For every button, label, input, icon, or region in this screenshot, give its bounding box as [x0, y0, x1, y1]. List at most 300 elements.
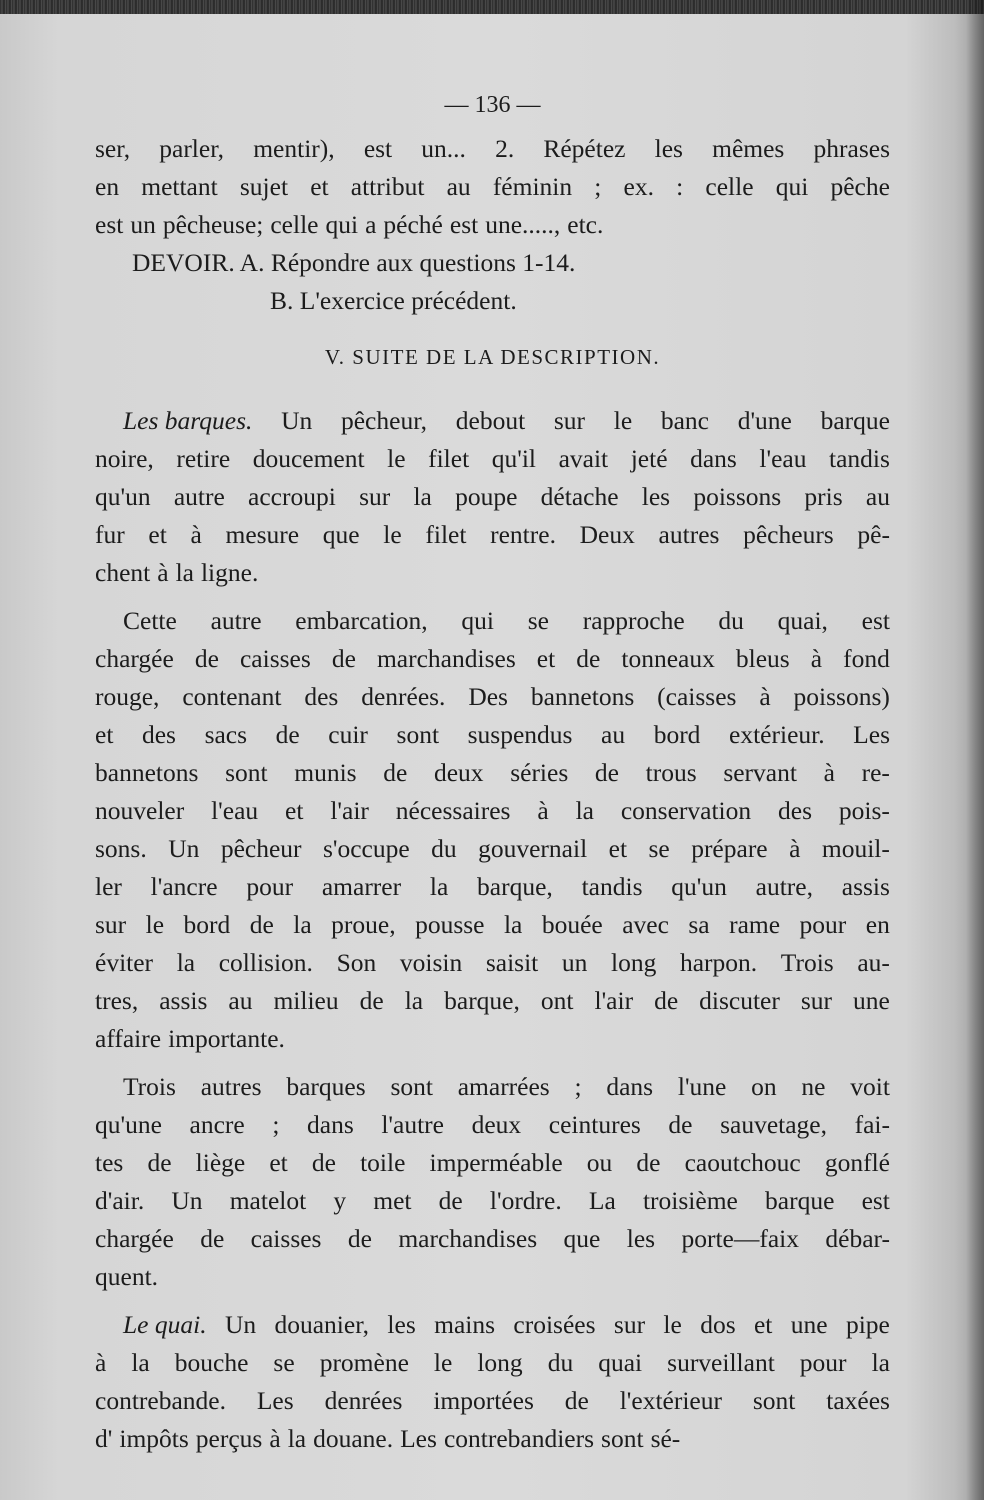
word: un [130, 210, 156, 239]
word: fai- [854, 1110, 890, 1139]
word: avec [622, 910, 669, 939]
word: sacs [204, 720, 248, 749]
word: des [304, 682, 339, 711]
word: et [608, 834, 628, 863]
word: de [668, 1110, 693, 1139]
word: la [175, 558, 194, 587]
word: proue, [331, 910, 396, 939]
word: Un [171, 1186, 203, 1215]
page-top-edge [0, 0, 984, 14]
word: Cette [123, 606, 177, 635]
word: on [751, 1072, 777, 1101]
word: (caisses [657, 682, 737, 711]
word: au [446, 172, 471, 201]
word: l'ancre [150, 872, 218, 901]
word: a [365, 210, 377, 239]
word: un... [421, 134, 466, 163]
word: l'ordre. [489, 1186, 562, 1215]
word: caisses [239, 644, 311, 673]
word: collision. [218, 948, 313, 977]
word: barques [286, 1072, 366, 1101]
word: le [383, 520, 402, 549]
word: de [564, 1386, 589, 1415]
word: quai [598, 1348, 643, 1377]
word: met [373, 1186, 412, 1215]
word: prépare [691, 834, 768, 863]
word: avait [558, 444, 609, 473]
word: pêcheuse; [162, 210, 264, 239]
word: mains [434, 1310, 496, 1339]
word: pipe [845, 1310, 890, 1339]
text-line [95, 868, 890, 906]
word: féminin [492, 172, 573, 201]
word: contrebande. [95, 1386, 226, 1415]
word: de [654, 986, 679, 1015]
word: sé- [650, 1424, 681, 1453]
word: à [269, 1424, 281, 1453]
word: la [871, 1348, 890, 1377]
word: contrebandiers [443, 1424, 595, 1453]
word: que [322, 520, 360, 549]
word: amarrer [321, 872, 402, 901]
word: importante. [168, 1024, 285, 1053]
word: d' [95, 1424, 113, 1453]
word: assis [841, 872, 890, 901]
word: sont [601, 1424, 644, 1453]
word: voit [850, 1072, 890, 1101]
word: est [861, 1186, 890, 1215]
word: la [404, 986, 424, 1015]
word: rouge, [95, 682, 160, 711]
word: poissons [693, 482, 782, 511]
word: se [527, 606, 549, 635]
word: et [148, 520, 167, 549]
word: Un [281, 406, 313, 435]
word: bord [183, 910, 231, 939]
word: l'eau [211, 796, 259, 825]
word: et [269, 1148, 288, 1177]
text-line [95, 1068, 890, 1106]
paragraph-quai [95, 1306, 890, 1458]
word: se [648, 834, 670, 863]
word: l'une [677, 1072, 727, 1101]
word: pour [799, 1348, 847, 1377]
word: à [810, 644, 823, 673]
paragraph-lead: Les barques. [123, 406, 253, 435]
text-line [95, 944, 890, 982]
word: nécessaires [395, 796, 511, 825]
word: troisième [642, 1186, 738, 1215]
word: quai, [777, 606, 828, 635]
word: de [347, 1224, 372, 1253]
word: attribut [350, 172, 425, 201]
word: qui [325, 210, 359, 239]
word: au [601, 720, 626, 749]
word: mesure [225, 520, 300, 549]
word: caisses [250, 1224, 322, 1253]
word: en [95, 172, 120, 201]
word: celle [270, 210, 319, 239]
word: une....., [485, 210, 561, 239]
word: voisin [399, 948, 463, 977]
text-line [95, 602, 890, 640]
word: ancre [189, 1110, 245, 1139]
word: retire [176, 444, 231, 473]
word: la [131, 1348, 150, 1377]
word: harpon. [679, 948, 758, 977]
word: promène [319, 1348, 409, 1377]
word: deux [433, 758, 484, 787]
text-line [95, 1344, 890, 1382]
word: de [275, 720, 300, 749]
word: pêcheurs [743, 520, 834, 549]
word: quent. [95, 1262, 159, 1291]
word: à [789, 834, 801, 863]
word: tres, [95, 986, 139, 1015]
word: servant [723, 758, 797, 787]
word: des [778, 796, 813, 825]
word: sa [688, 910, 710, 939]
word: marchandises [376, 644, 516, 673]
word: de [311, 1148, 336, 1177]
word: pour [246, 872, 294, 901]
word: tandis [829, 444, 890, 473]
word: détache [540, 482, 619, 511]
word: impôts [119, 1424, 189, 1453]
word: ler [95, 872, 122, 901]
word: chent [95, 558, 151, 587]
word: d'air. [95, 1186, 145, 1215]
word: au [228, 986, 253, 1015]
text-line [95, 678, 890, 716]
word: pêche [830, 172, 890, 201]
word: et [536, 644, 556, 673]
word: pris [804, 482, 843, 511]
text-line [95, 440, 890, 478]
text-line [95, 168, 890, 206]
paragraph-lead: Le quai. [123, 1310, 207, 1339]
word: le [387, 444, 406, 473]
word: ligne. [200, 558, 259, 587]
word: suspendus [467, 720, 573, 749]
word: les [641, 482, 671, 511]
word: rapproche [582, 606, 685, 635]
word: saisit [485, 948, 539, 977]
word: barque [820, 406, 890, 435]
word: dans [606, 1072, 654, 1101]
word: long [611, 948, 657, 977]
word: la [413, 482, 432, 511]
word: au- [857, 948, 890, 977]
word: bleus [735, 644, 790, 673]
word: est [449, 210, 479, 239]
word: une [853, 986, 890, 1015]
word: croisées [513, 1310, 596, 1339]
word: perçus [195, 1424, 263, 1453]
word: phrases [813, 134, 890, 163]
word: autre [173, 482, 225, 511]
word: celle [705, 172, 754, 201]
word: qu'une [95, 1110, 162, 1139]
word: les [387, 1310, 416, 1339]
word: : [676, 172, 684, 201]
intro-paragraph [95, 130, 890, 244]
word: sont [752, 1386, 796, 1415]
word: est [95, 210, 124, 239]
word: mentir), [253, 134, 335, 163]
word: barque [765, 1186, 835, 1215]
word: à [95, 1348, 107, 1377]
word: de [200, 1224, 225, 1253]
word: de [249, 910, 274, 939]
word: à [157, 558, 169, 587]
word: sons. [95, 834, 147, 863]
word: liège [195, 1148, 246, 1177]
word: douane. [313, 1424, 394, 1453]
word: l'air [594, 986, 634, 1015]
word: imperméable [429, 1148, 563, 1177]
word: noire, [95, 444, 154, 473]
word: de [194, 644, 219, 673]
word: un [561, 948, 588, 977]
word: denrées [324, 1386, 403, 1415]
word: de [383, 758, 408, 787]
word: de [359, 986, 384, 1015]
word: de [594, 758, 619, 787]
word: est [363, 134, 393, 163]
word: Deux [579, 520, 635, 549]
word: extérieur. [729, 720, 825, 749]
word: Les [853, 720, 890, 749]
word: en [865, 910, 890, 939]
word: Trois [780, 948, 834, 977]
word: pêcheur, [340, 406, 428, 435]
word: gonflé [824, 1148, 890, 1177]
word: jeté [630, 444, 668, 473]
word: autre [210, 606, 262, 635]
word: filet [425, 520, 467, 549]
word: rame [729, 910, 781, 939]
word: et [285, 796, 304, 825]
word: importées [433, 1386, 534, 1415]
word: deux [471, 1110, 522, 1139]
word: pour [799, 910, 847, 939]
word: amarrées [457, 1072, 550, 1101]
word: ou [586, 1148, 613, 1177]
word: accroupi [248, 482, 336, 511]
word: Répétez [543, 134, 626, 163]
word: une [790, 1310, 828, 1339]
word: qu'un [671, 872, 727, 901]
word: mêmes [712, 134, 785, 163]
word: sur [800, 986, 833, 1015]
word: la [293, 910, 312, 939]
word: l'eau [759, 444, 807, 473]
word: poupe [455, 482, 518, 511]
word: long [477, 1348, 523, 1377]
text-line [95, 1144, 890, 1182]
text-line [95, 1420, 890, 1458]
word: ; [272, 1110, 280, 1139]
word: affaire [95, 1024, 162, 1053]
word: sont [390, 1072, 433, 1101]
page-binding-shadow [966, 0, 984, 1500]
word: Les [256, 1386, 294, 1415]
word: matelot [229, 1186, 307, 1215]
text-line [95, 982, 890, 1020]
word: ser, [95, 134, 131, 163]
text-line [95, 206, 890, 244]
word: bouée [541, 910, 603, 939]
word: embarcation, [295, 606, 428, 635]
word: à [190, 520, 202, 549]
word: bannetons [530, 682, 635, 711]
word: surveillant [667, 1348, 775, 1377]
text-line [95, 130, 890, 168]
word: éviter [95, 948, 154, 977]
word: le [433, 1348, 453, 1377]
word: pois- [838, 796, 890, 825]
section-title: V. SUITE DE LA DESCRIPTION. [324, 345, 661, 369]
word: s'occupe [322, 834, 410, 863]
word: sauvetage, [720, 1110, 827, 1139]
word: Les [400, 1424, 437, 1453]
word: de [331, 644, 356, 673]
word: l'autre [381, 1110, 444, 1139]
word: sur [553, 406, 586, 435]
word: se [273, 1348, 295, 1377]
word: et [753, 1310, 773, 1339]
word: sont [225, 758, 268, 787]
word: nouveler [95, 796, 185, 825]
word: caoutchouc [684, 1148, 801, 1177]
paragraph-trois-barques [95, 1068, 890, 1296]
text-line [95, 906, 890, 944]
text-line [95, 830, 890, 868]
word: qu'il [491, 444, 537, 473]
word: sont [396, 720, 440, 749]
devoir-b: B. L'exercice précédent. [270, 286, 517, 315]
word: etc. [567, 210, 604, 239]
word: marchandises [398, 1224, 538, 1253]
word: munis [294, 758, 357, 787]
word: bord [653, 720, 701, 749]
word: conservation [620, 796, 752, 825]
paragraph-barques [95, 402, 890, 592]
word: 2. [495, 134, 515, 163]
text-line [95, 1220, 890, 1258]
word: les [626, 1224, 656, 1253]
word: trous [645, 758, 697, 787]
word: La [588, 1186, 616, 1215]
word: autre, [755, 872, 813, 901]
word: tandis [581, 872, 643, 901]
word: bouche [174, 1348, 249, 1377]
word: chargée [95, 644, 174, 673]
word: taxées [826, 1386, 890, 1415]
word: du [431, 834, 457, 863]
text-line [95, 516, 890, 554]
word: rentre. [490, 520, 556, 549]
word: autres [658, 520, 720, 549]
word: Trois [123, 1072, 176, 1101]
word: ex. [623, 172, 654, 201]
word: debout [455, 406, 526, 435]
word: ; [574, 1072, 582, 1101]
word: débar- [825, 1224, 890, 1253]
word: tonneaux [621, 644, 715, 673]
word: les [654, 134, 683, 163]
word: Son [336, 948, 377, 977]
word: re- [861, 758, 890, 787]
word: tes [95, 1148, 124, 1177]
word: à [537, 796, 549, 825]
word: la [287, 1424, 307, 1453]
word: est [861, 606, 890, 635]
word: cuir [328, 720, 368, 749]
word: Des [468, 682, 508, 711]
word: filet [428, 444, 470, 473]
word: la [429, 872, 449, 901]
text-line [95, 1382, 890, 1420]
word: ne [801, 1072, 826, 1101]
word: poissons) [793, 682, 890, 711]
word: la [503, 910, 523, 939]
word: contenant [182, 682, 282, 711]
text-line [95, 1182, 890, 1220]
devoir-a: DEVOIR. A. Répondre aux questions 1-14. [132, 248, 576, 277]
word: de [636, 1148, 661, 1177]
word: de [438, 1186, 463, 1215]
word: y [333, 1186, 347, 1215]
text-line [95, 554, 890, 592]
word: porte—faix [681, 1224, 799, 1253]
word: le [613, 406, 633, 435]
page-number: — 136 — [444, 92, 541, 118]
word: de [147, 1148, 172, 1177]
word: douanier, [274, 1310, 370, 1339]
text-line [95, 792, 890, 830]
word: fur [95, 520, 125, 549]
word: des [141, 720, 176, 749]
text-line [95, 640, 890, 678]
word: à [823, 758, 835, 787]
word: sur [613, 1310, 646, 1339]
word: et [95, 720, 114, 749]
word: barque, [477, 872, 553, 901]
word: ; [594, 172, 602, 201]
word: sur [95, 910, 127, 939]
word: assis [159, 986, 208, 1015]
word: discuter [699, 986, 780, 1015]
word: doucement [252, 444, 365, 473]
word: et [310, 172, 329, 201]
word: sur [359, 482, 391, 511]
word: qui [775, 172, 809, 201]
word: barque, [444, 986, 520, 1015]
text-line [95, 478, 890, 516]
word: pê- [857, 520, 890, 549]
page-text [95, 86, 890, 1458]
word: d'une [737, 406, 792, 435]
word: pêcheur [220, 834, 302, 863]
word: toile [360, 1148, 406, 1177]
word: du [718, 606, 744, 635]
text-line [95, 1258, 890, 1296]
word: de [576, 644, 601, 673]
word: autres [200, 1072, 262, 1101]
word: fond [843, 644, 890, 673]
